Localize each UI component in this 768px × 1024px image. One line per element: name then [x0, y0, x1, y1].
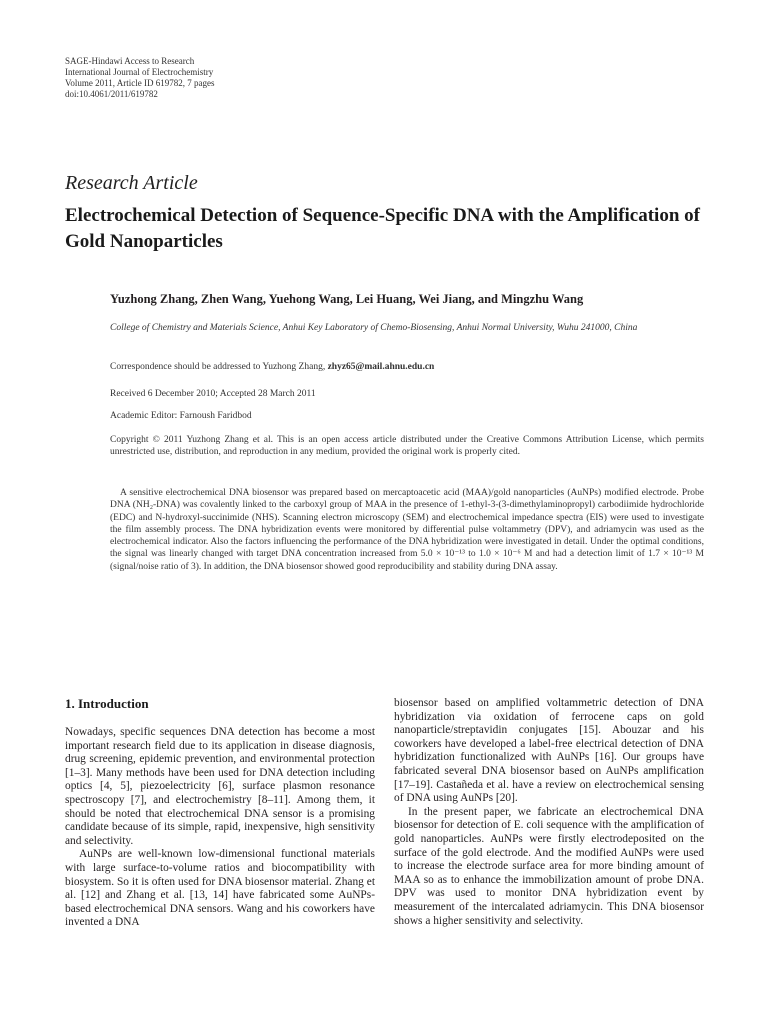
correspondence: [110, 362, 704, 372]
doi[interactable]: doi:10.4061/2011/619782: [65, 89, 158, 99]
academic-editor: Academic Editor: Farnoush Faridbod: [110, 411, 252, 421]
copyright-notice: Copyright © 2011 Yuzhong Zhang et al. This is an open access article distributed under the Creative Commons Attribution License, which permits unrestricted use, distribution, and reproduction in any medium, provided the original work is properly cited.: [110, 435, 704, 458]
publisher-line: SAGE-Hindawi Access to Research: [65, 56, 195, 66]
correspondence-email[interactable]: zhyz65@mail.ahnu.edu.cn: [327, 362, 435, 372]
received-accepted-dates: Received 6 December 2010; Accepted 28 March 2011: [110, 389, 316, 399]
section-heading: 1. Introduction: [65, 696, 149, 711]
intro-paragraph-1: Nowadays, specific sequences DNA detection has become a most important research field due to its application in disease diagnosis, drug screening, epidemic prevention, and environmental protection [1–3]. Many methods have been used for DNA detection including optics [4, 5], piezoelectricity [6], surface plasmon resonance spectroscopy [7], and electrochemistry [8–11]. Among them, it should be noted that electrochemical DNA sensor is a promising candidate because of its simple, rapid, inexpensive, high sensitivity and selectivity.: [65, 726, 375, 847]
affiliation: College of Chemistry and Materials Science, Anhui Key Laboratory of Chemo-Biosensing, Anhui Normal University, Wuhu 241000, China: [110, 323, 638, 333]
journal-meta: [65, 56, 214, 100]
intro-paragraph-4: In the present paper, we fabricate an electrochemical DNA biosensor for detection of E. coli sequence with the amplification of gold nanoparticles. AuNPs were firstly electrodeposited on the surface of the gold electrode. And the modified AuNPs were used to increase the electrode surface area for more binding amount of MAA so as to enhance the immobilization amount of probe DNA. DPV was used to monitor DNA hybridization event by measurement of the intercalated adriamycin. This DNA biosensor shows a higher sensitivity and selectivity.: [394, 805, 704, 927]
right-column: [394, 697, 704, 928]
paper-title: Electrochemical Detection of Sequence-Specific DNA with the Amplification of Gold Nanoparticles: [65, 205, 700, 252]
volume-info: Volume 2011, Article ID 619782, 7 pages: [65, 78, 215, 88]
intro-paragraph-3: biosensor based on amplified voltammetric detection of DNA hybridization via oxidation of ferrocene caps on gold nanoparticle/streptavidin conjugates [15]. Abouzar and his coworkers have developed a label-free electrical detection of DNA hybridization functionalized with AuNPs [16]. Our groups have fabricated several DNA biosensor based on AuNPs amplification [17–19]. Castañeda et al. have a review on electrochemical sensing of DNA using AuNPs [20].: [394, 697, 704, 805]
left-column: [65, 726, 375, 930]
article-type: Research Article: [65, 172, 198, 194]
authors: Yuzhong Zhang, Zhen Wang, Yuehong Wang, Lei Huang, Wei Jiang, and Mingzhu Wang: [110, 292, 584, 306]
journal-name: International Journal of Electrochemistry: [65, 67, 214, 77]
abstract: A sensitive electrochemical DNA biosensor was prepared based on mercaptoacetic acid (MAA)/gold nanoparticles (AuNPs) modified electrode. Probe DNA (NH₂-DNA) was covalently linked to the carboxyl group of MAA in the presence of 1-ethyl-3-(3-dimethylaminopropyl) carbodiimide hydrochloride (EDC) and N-hydroxyl-succinimide (NHS). Scanning electron microscopy (SEM) and electrochemical impedance spectra (EIS) were used to investigate the film assembly process. The DNA hybridization events were monitored by differential pulse voltammetry (DPV), and adriamycin was used as the electrochemical indicator. Also the factors influencing the performance of the DNA hybridization were investigated in detail. Under the optimal conditions, the signal was linearly changed with target DNA concentration increased from 5.0 × 10⁻¹³ to 1.0 × 10⁻⁶ M and had a detection limit of 1.7 × 10⁻¹³ M (signal/noise ratio of 3). In addition, the DNA biosensor showed good reproducibility and stability during DNA assay.: [110, 488, 704, 572]
correspondence-text: Correspondence should be addressed to Yuzhong Zhang,: [110, 362, 328, 372]
intro-paragraph-2: AuNPs are well-known low-dimensional functional materials with large surface-to-volume ratios and biocompatibility with biosystem. So it is often used for DNA biosensor material. Zhang et al. [12] and Zhang et al. [13, 14] have fabricated some AuNPs-based electrochemical DNA sensors. Wang and his coworkers have invented a DNA: [65, 848, 375, 929]
